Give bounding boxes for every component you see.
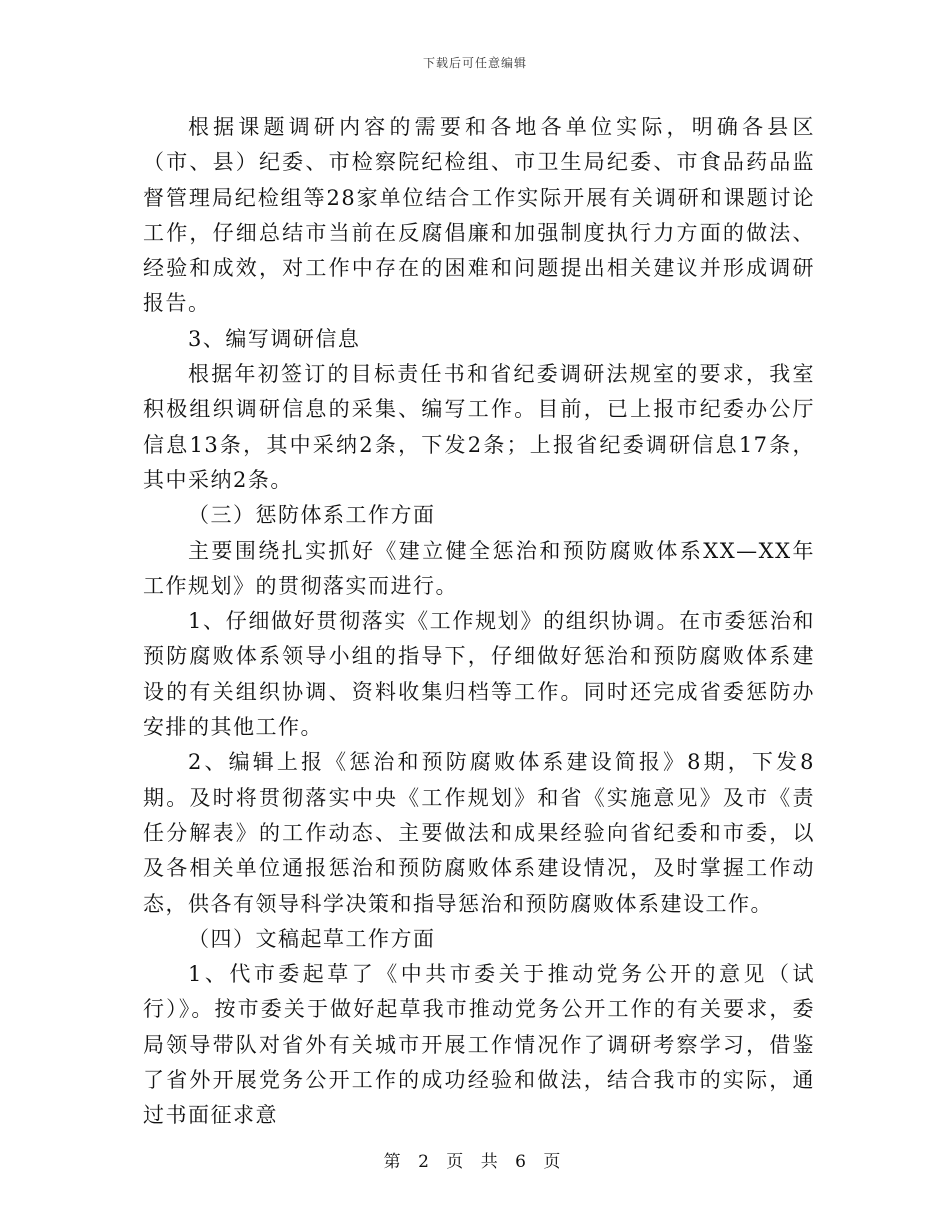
paragraph-coordination: 1、仔细做好贯彻落实《工作规划》的组织协调。在市委惩治和预防腐败体系领导小组的指导下，仔细做好惩治和预防腐败体系建设的有关组织协调、资料收集归档等工作。同时还完成省委惩防办安排的其他工作。 — [143, 609, 815, 740]
paragraph-research-info: 根据年初签订的目标责任书和省纪委调研法规室的要求，我室积极组织调研信息的采集、编写工作。目前，已上报市纪委办公厅信息13条，其中采纳2条，下发2条；上报省纪委调研信息17条，其中采纳2条。 — [143, 362, 815, 492]
section-heading-research-info: 3、编写调研信息 — [188, 326, 361, 351]
section-heading-drafting: （四）文稿起草工作方面 — [188, 926, 436, 951]
paragraph-research-topics: 根据课题调研内容的需要和各地各单位实际，明确各县区（市、县）纪委、市检察院纪检组、市卫生局纪委、市食品药品监督管理局纪检组等28家单位结合工作实际开展有关调研和课题讨论工作，仔细总结市当前在反腐倡廉和加强制度执行力方面的做法、经验和成效，对工作中存在的困难和问题提出相关建议并形成调研报告。 — [143, 115, 815, 316]
paragraph-prevention-focus: 主要围绕扎实抓好《建立健全惩治和预防腐败体系XX—XX年工作规划》的贯彻落实而进行。 — [143, 538, 815, 598]
paragraph-bulletin: 2、编辑上报《惩治和预防腐败体系建设简报》8期，下发8期。及时将贯彻落实中央《工作规划》和省《实施意见》及市《责任分解表》的工作动态、主要做法和成果经验向省纪委和市委，以及各相关单位通报惩治和预防腐败体系建设情况，及时掌握工作动态，供各有领导科学决策和指导惩治和预防腐败体系建设工作。 — [143, 750, 815, 916]
page-header: 下载后可任意编辑 — [422, 56, 527, 70]
paragraph-drafting: 1、代市委起草了《中共市委关于推动党务公开的意见（试行）》。按市委关于做好起草我市推动党务公开工作的有关要求，委局领导带队对省外有关城市开展工作情况作了调研考察学习，借鉴了省外开展党务公开工作的成功经验和做法，结合我市的实际，通过书面征求意 — [143, 962, 815, 1128]
page-number: 第 2 页 共 6 页 — [383, 1152, 567, 1172]
document-body — [143, 110, 815, 1134]
section-heading-prevention-system: （三）惩防体系工作方面 — [188, 503, 436, 528]
